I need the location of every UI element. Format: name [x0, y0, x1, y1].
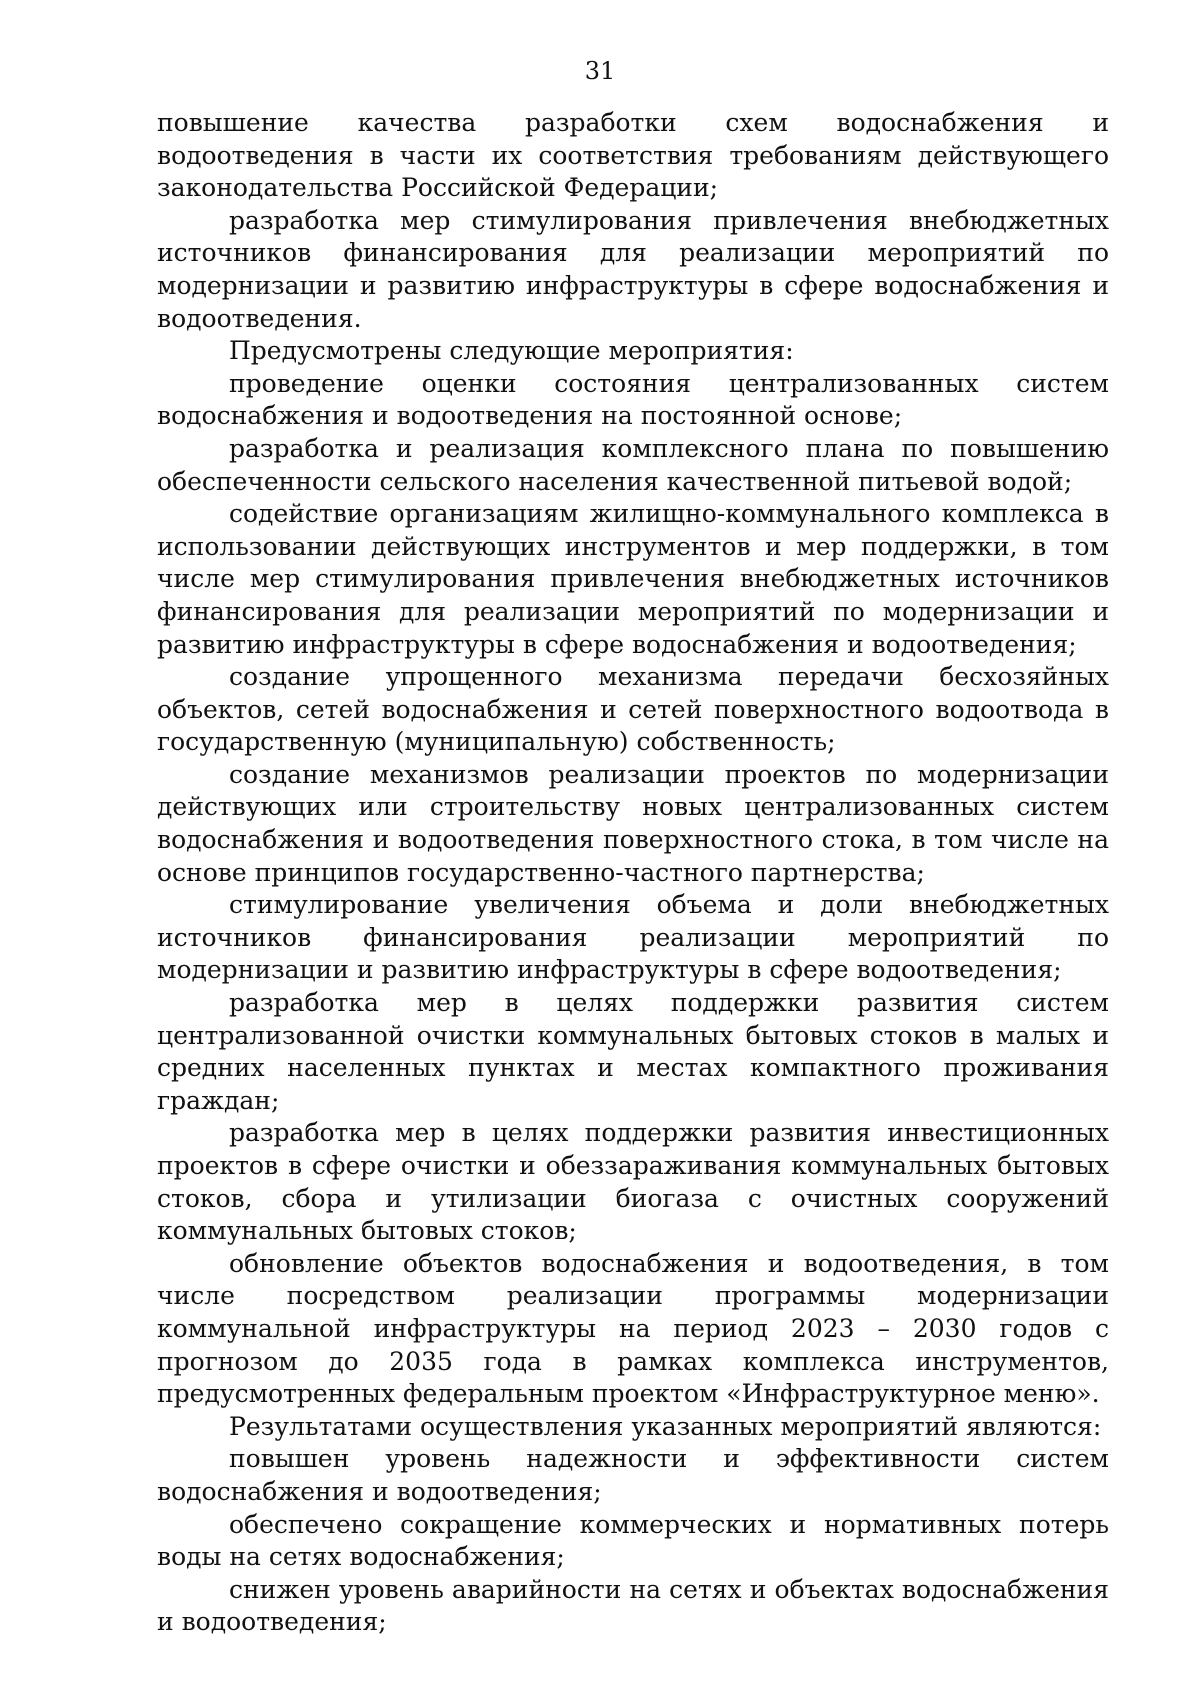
paragraph: Результатами осуществления указанных мероприятий являются: [229, 1411, 1102, 1441]
paragraph: разработка мер в целях поддержки развития систем централизованной очистки коммунальных бытовых стоков в малых и средних населенных пунктах и местах компактного проживания граждан; [157, 988, 1109, 1115]
paragraph: разработка мер стимулирования привлечения внебюджетных источников финансирования для реализации мероприятий по модернизации и развитию инфраструктуры в сфере водоснабжения и водоотведения. [157, 205, 1109, 333]
paragraph: Предусмотрены следующие мероприятия: [229, 336, 794, 366]
paragraph: повышение качества разработки схем водоснабжения и водоотведения в части их соответствия требованиям действующего законодательства Российской Федерации; [157, 108, 1109, 203]
paragraph: стимулирование увеличения объема и доли внебюджетных источников финансирования реализации мероприятий по модернизации и развитию инфраструктуры в сфере водоотведения; [157, 890, 1109, 985]
paragraph: снижен уровень аварийности на сетях и объектах водоснабжения и водоотведения; [157, 1574, 1109, 1637]
paragraph: проведение оценки состояния централизованных систем водоснабжения и водоотведения на постоянной основе; [157, 368, 1109, 431]
paragraph: разработка мер в целях поддержки развития инвестиционных проектов в сфере очистки и обеззараживания коммунальных бытовых стоков, сбора и утилизации биогаза с очистных сооружений коммунальных бытовых стоков; [157, 1118, 1109, 1246]
page-number: 31 [584, 57, 616, 85]
paragraph: обновление объектов водоснабжения и водоотведения, в том числе посредством реализации программы модернизации коммунальной инфраструктуры на период 2023 – 2030 годов с прогнозом до 2035 года в рамках комплекса инструментов, предусмотренных федеральным проектом «Инфраструктурное меню». [157, 1248, 1109, 1409]
paragraph: разработка и реализация комплексного плана по повышению обеспеченности сельского населения качественной питьевой водой; [157, 433, 1109, 496]
paragraph: создание упрощенного механизма передачи бесхозяйных объектов, сетей водоснабжения и сетей поверхностного водоотвода в государственную (муниципальную) собственность; [157, 662, 1109, 757]
paragraph: повышен уровень надежности и эффективности систем водоснабжения и водоотведения; [157, 1444, 1109, 1506]
document-body [157, 107, 1109, 1639]
paragraph: создание механизмов реализации проектов по модернизации действующих или строительству новых централизованных систем водоснабжения и водоотведения поверхностного стока, в том числе на основе принципов государственно-частного партнерства; [157, 759, 1109, 887]
paragraph: обеспечено сокращение коммерческих и нормативных потерь воды на сетях водоснабжения; [157, 1509, 1109, 1572]
paragraph: содействие организациям жилищно-коммунального комплекса в использовании действующих инструментов и мер поддержки, в том числе мер стимулирования привлечения внебюджетных источников финансирования для реализации мероприятий по модернизации и развитию инфраструктуры в сфере водоснабжения и водоотведения; [157, 499, 1109, 659]
